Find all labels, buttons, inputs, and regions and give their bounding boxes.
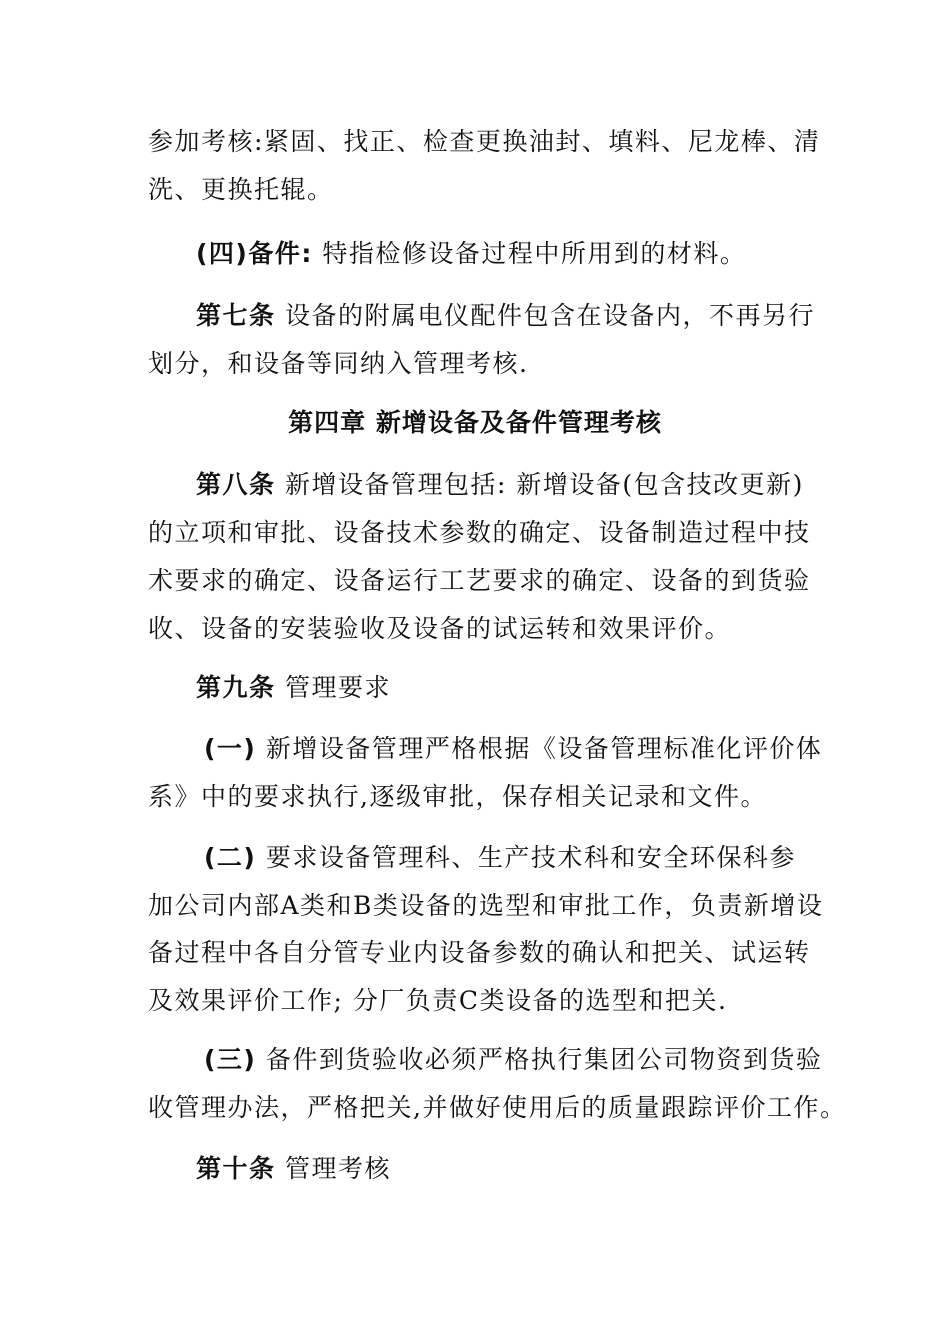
paragraph-line: 洗、更换托辊。 — [148, 175, 334, 204]
paragraph-line: 的立项和审批、设备技术参数的确定、设备制造过程中技 — [148, 518, 811, 547]
clause-label: (二) — [204, 843, 257, 872]
paragraph-line: 收管理办法，严格把关,并做好使用后的质量跟踪评价工作。 — [148, 1093, 847, 1122]
article-label: 第八条 — [196, 470, 276, 499]
paragraph-line: 划分，和设备等同纳入管理考核. — [148, 349, 529, 378]
clause-label: (四)备件: — [196, 239, 313, 268]
chapter-heading: 第四章 新增设备及备件管理考核 — [288, 408, 662, 437]
article-label: 第九条 — [196, 673, 276, 702]
article-7: 第七条 设备的附属电仪配件包含在设备内，不再另行 — [196, 301, 815, 330]
paragraph-line: 系》中的要求执行,逐级审批，保存相关记录和文件。 — [148, 782, 767, 811]
paragraph-line: 参加考核:紧固、找正、检查更换油封、填料、尼龙棒、清 — [148, 127, 821, 156]
clause-label: (三) — [204, 1045, 257, 1074]
clause-3: (三) 备件到货验收必须严格执行集团公司物资到货验 — [204, 1045, 823, 1074]
clause-label: (一) — [204, 734, 257, 763]
spare-parts-definition: (四)备件: 特指检修设备过程中所用到的材料。 — [196, 239, 747, 268]
clause-2: (二) 要求设备管理科、生产技术科和安全环保科参 — [204, 843, 796, 872]
article-8: 第八条 新增设备管理包括: 新增设备(包含技改更新) — [196, 470, 804, 499]
article-9: 第九条 管理要求 — [196, 673, 391, 702]
clause-1: (一) 新增设备管理严格根据《设备管理标准化评价体 — [204, 734, 823, 763]
article-label: 第七条 — [196, 301, 276, 330]
paragraph-line: 备过程中各自分管专业内设备参数的确认和把关、试运转 — [148, 938, 811, 967]
article-10: 第十条 管理考核 — [196, 1154, 391, 1183]
paragraph-line: 及效果评价工作; 分厂负责C类设备的选型和把关. — [148, 986, 728, 1015]
paragraph-line: 术要求的确定、设备运行工艺要求的确定、设备的到货验 — [148, 566, 811, 595]
paragraph-line: 加公司内部A类和B类设备的选型和审批工作，负责新增设 — [148, 891, 824, 920]
paragraph-line: 收、设备的安装验收及设备的试运转和效果评价。 — [148, 614, 732, 643]
article-label: 第十条 — [196, 1154, 276, 1183]
